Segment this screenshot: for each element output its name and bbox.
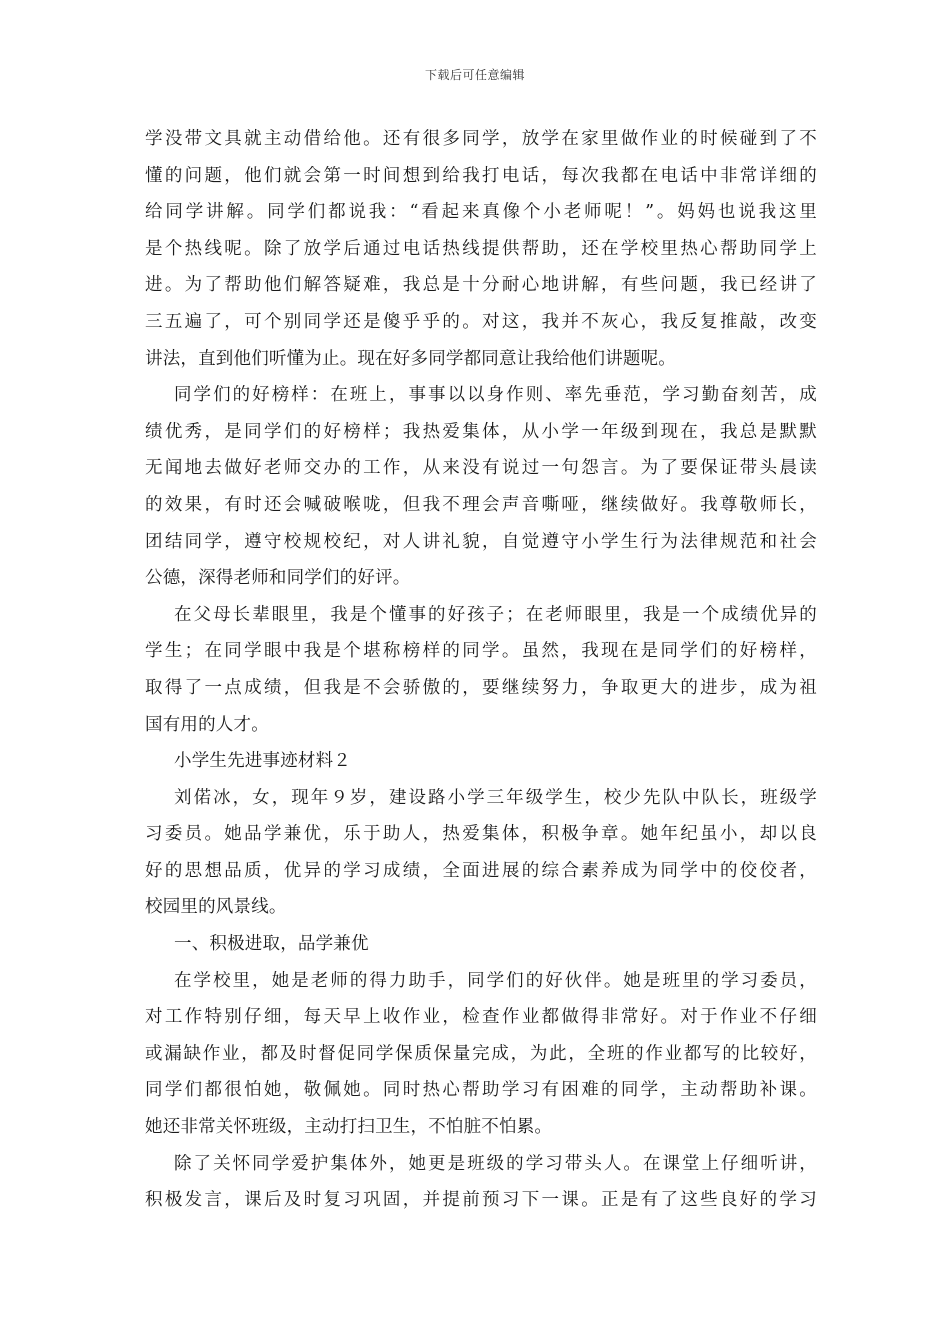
text-line: 公德，深得老师和同学们的好评。 xyxy=(145,568,411,589)
text-line: 一、积极进取，品学兼优 xyxy=(174,934,369,955)
paragraph-p7 xyxy=(145,963,817,1146)
text-line: 给同学讲解。同学们都说我：“看起来真像个小老师呢！”。妈妈也说我这里 xyxy=(145,202,817,223)
text-line: 刘偌冰，女，现年９岁，建设路小学三年级学生，校少先队中队长，班级学 xyxy=(174,787,817,808)
paragraph-p8 xyxy=(145,1146,817,1219)
text-line: 学生；在同学眼中我是个堪称榜样的同学。虽然，我现在是同学们的好榜样， xyxy=(145,641,817,662)
text-line: 积极发言，课后及时复习巩固，并提前预习下一课。正是有了这些良好的学习 xyxy=(145,1190,817,1211)
text-line: 是个热线呢。除了放学后通过电话热线提供帮助，还在学校里热心帮助同学上 xyxy=(145,238,817,259)
paragraph-p1 xyxy=(145,121,817,377)
text-line: 无闻地去做好老师交办的工作，从来没有说过一句怨言。为了要保证带头晨读 xyxy=(145,458,817,479)
paragraph-p3 xyxy=(145,597,817,743)
text-line: 好的思想品质，优异的学习成绩，全面进展的综合素养成为同学中的佼佼者， xyxy=(145,860,817,881)
text-line: 她还非常关怀班级，主动打扫卫生，不怕脏不怕累。 xyxy=(145,1117,553,1138)
text-line: 在父母长辈眼里，我是个懂事的好孩子；在老师眼里，我是一个成绩优异的 xyxy=(174,604,817,625)
text-line: 除了关怀同学爱护集体外，她更是班级的学习带头人。在课堂上仔细听讲， xyxy=(174,1153,817,1174)
text-line: 小学生先进事迹材料２ xyxy=(174,751,351,772)
text-line: 同学们的好榜样：在班上，事事以以身作则、率先垂范，学习勤奋刻苦，成 xyxy=(174,385,817,406)
text-line: 讲法，直到他们听懂为止。现在好多同学都同意让我给他们讲题呢。 xyxy=(145,348,676,369)
text-line: 校园里的风景线。 xyxy=(145,897,287,918)
text-line: 在学校里，她是老师的得力助手，同学们的好伙伴。她是班里的学习委员， xyxy=(174,970,817,991)
paragraph-p2 xyxy=(145,377,817,597)
text-line: 的效果，有时还会喊破喉咙，但我不理会声音嘶哑，继续做好。我尊敬师长， xyxy=(145,494,817,515)
text-line: 或漏缺作业，都及时督促同学保质保量完成，为此，全班的作业都写的比较好， xyxy=(145,1043,817,1064)
paragraph-p5 xyxy=(145,780,817,926)
text-line: 同学们都很怕她，敬佩她。同时热心帮助学习有困难的同学，主动帮助补课。 xyxy=(145,1080,817,1101)
page-header: 下载后可任意编辑 xyxy=(424,68,525,82)
paragraph-p4 xyxy=(145,743,817,780)
text-line: 三五遍了，可个别同学还是傻乎乎的。对这，我并不灰心，我反复推敲，改变 xyxy=(145,311,817,332)
text-line: 国有用的人才。 xyxy=(145,714,269,735)
text-line: 习委员。她品学兼优，乐于助人，热爱集体，积极争章。她年纪虽小，却以良 xyxy=(145,824,817,845)
text-line: 对工作特别仔细，每天早上收作业，检查作业都做得非常好。对于作业不仔细 xyxy=(145,1007,817,1028)
document-body xyxy=(145,121,817,1219)
text-line: 取得了一点成绩，但我是不会骄傲的，要继续努力，争取更大的进步，成为祖 xyxy=(145,677,817,698)
text-line: 学没带文具就主动借给他。还有很多同学，放学在家里做作业的时候碰到了不 xyxy=(145,129,817,149)
text-line: 懂的问题，他们就会第一时间想到给我打电话，每次我都在电话中非常详细的 xyxy=(145,165,817,186)
paragraph-p6 xyxy=(145,926,817,963)
text-line: 团结同学，遵守校规校纪，对人讲礼貌，自觉遵守小学生行为法律规范和社会 xyxy=(145,531,817,552)
text-line: 绩优秀，是同学们的好榜样；我热爱集体，从小学一年级到现在，我总是默默 xyxy=(145,421,817,442)
text-line: 进。为了帮助他们解答疑难，我总是十分耐心地讲解，有些问题，我已经讲了 xyxy=(145,275,817,296)
